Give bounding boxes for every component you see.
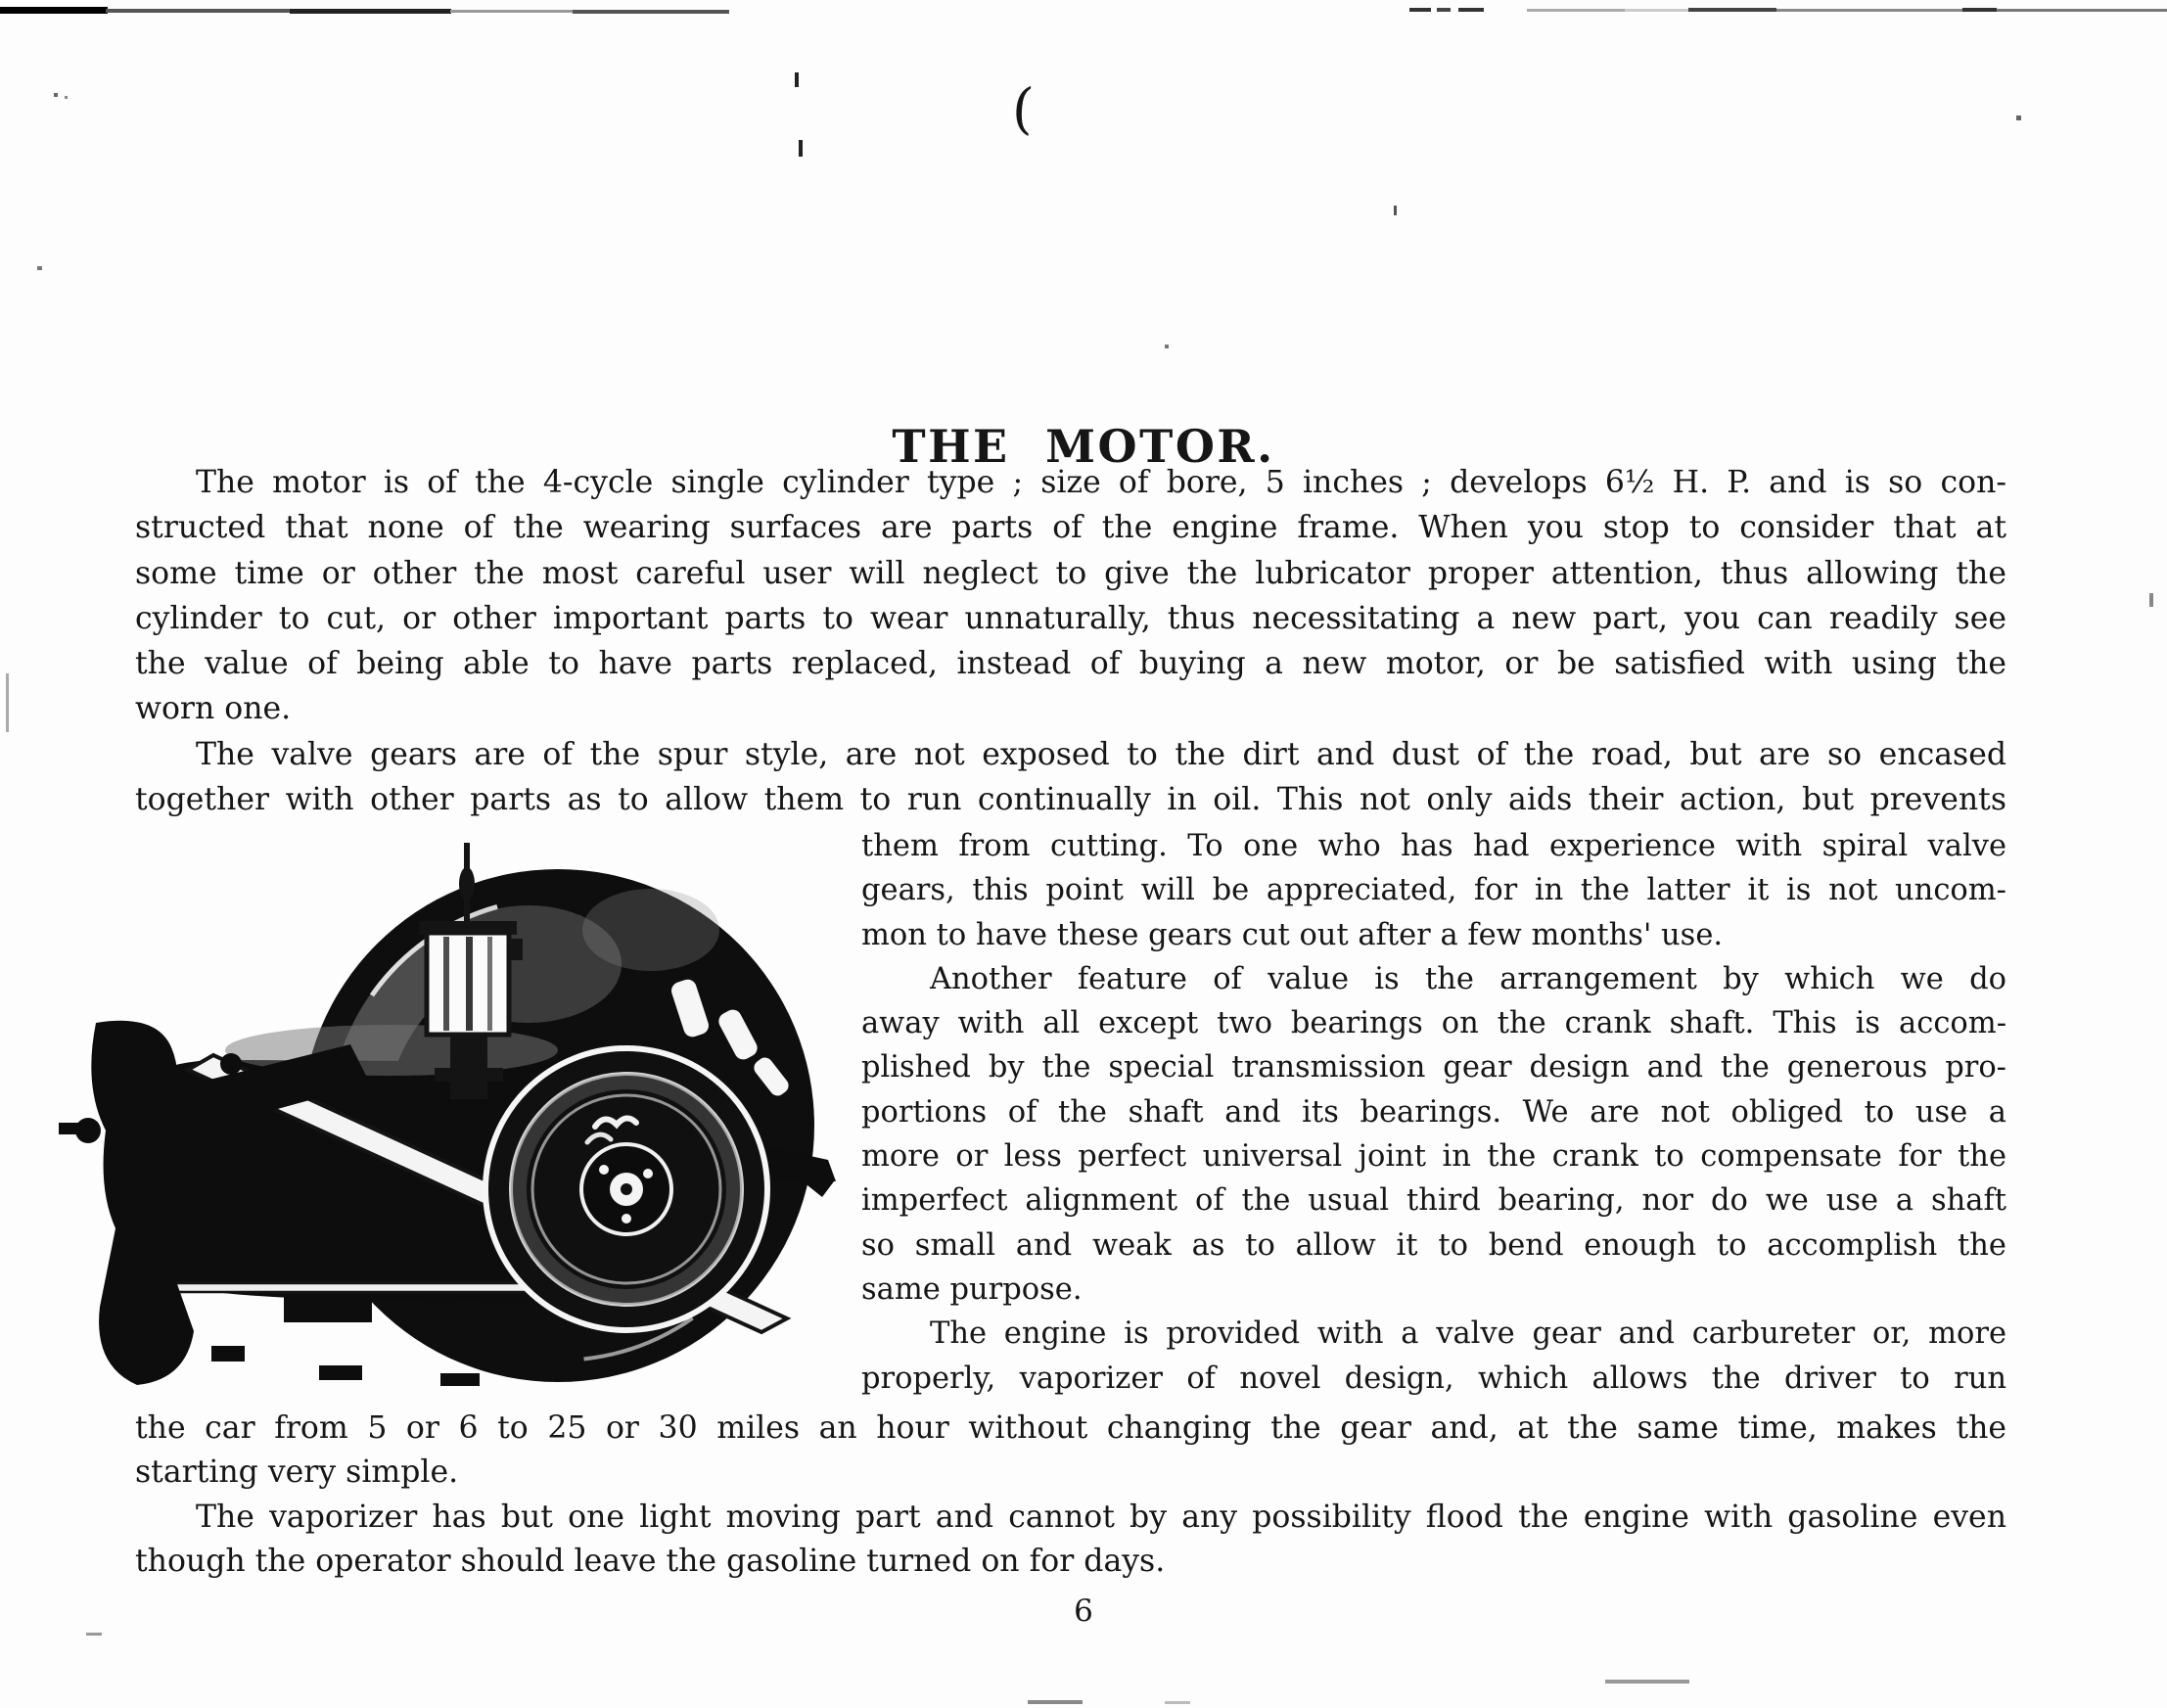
- text-line: The motor is of the 4-cycle single cylinder type ; size of bore, 5 inches ; develops 6½ H. P. and is so con-: [196, 465, 2006, 500]
- text-line: structed that none of the wearing surfaces are parts of the engine frame. When you stop to consider that at: [135, 510, 2006, 546]
- text-line: The vaporizer has but one light moving part and cannot by any possibility flood the engine with gasoline even: [196, 1499, 2006, 1535]
- text-line: same purpose.: [861, 1271, 1083, 1307]
- text-line: though the operator should leave the gasoline turned on for days.: [135, 1544, 1166, 1580]
- text-line: Another feature of value is the arrangement by which we do: [930, 961, 2006, 996]
- text-line: the value of being able to have parts replaced, instead of buying a new motor, or be satisfied with using the: [135, 646, 2006, 682]
- text-line: mon to have these gears cut out after a few months' use.: [861, 917, 1724, 952]
- paragraph-block-bottom: [135, 1407, 2006, 1585]
- page-title: THE MOTOR.: [892, 419, 1275, 473]
- text-line: some time or other the most careful user will neglect to give the lubricator proper attention, thus allowing the: [135, 555, 2006, 591]
- engine-illustration: [39, 837, 969, 1400]
- paragraph-block-top: [135, 460, 2006, 822]
- text-line: away with all except two bearings on the crank shaft. This is accom-: [861, 1006, 2006, 1041]
- text-line: more or less perfect universal joint in the crank to compensate for the: [861, 1139, 2006, 1175]
- paragraph-block-column: [861, 824, 2006, 1401]
- text-line: cylinder to cut, or other important parts to wear unnaturally, thus necessitating a new part, you can readily see: [135, 600, 2006, 636]
- text-line: worn one.: [135, 691, 292, 727]
- text-line: so small and weak as to allow it to bend enough to accomplish the: [861, 1227, 2006, 1263]
- text-line: The engine is provided with a valve gear and carbureter or, more: [930, 1316, 2006, 1352]
- text-line: together with other parts as to allow them to run continually in oil. This not only aids their action, but prevents: [135, 782, 2006, 818]
- text-line: gears, this point will be appreciated, for in the latter it is not uncom-: [861, 873, 2006, 908]
- text-line: The valve gears are of the spur style, are not exposed to the dirt and dust of the road, but are so encased: [196, 736, 2006, 772]
- stray-mark: (: [1010, 76, 1036, 142]
- page-number: 6: [1074, 1593, 1093, 1629]
- text-line: plished by the special transmission gear design and the generous pro-: [861, 1050, 2006, 1085]
- text-line: the car from 5 or 6 to 25 or 30 miles an hour without changing the gear and, at the same time, makes the: [135, 1410, 2006, 1446]
- text-line: imperfect alignment of the usual third bearing, nor do we use a shaft: [861, 1183, 2006, 1219]
- text-line: portions of the shaft and its bearings. We are not obliged to use a: [861, 1094, 2006, 1130]
- text-line: them from cutting. To one who has had experience with spiral valve: [861, 829, 2006, 863]
- text-line: properly, vaporizer of novel design, which allows the driver to run: [861, 1361, 2006, 1396]
- text-line: starting very simple.: [135, 1454, 459, 1491]
